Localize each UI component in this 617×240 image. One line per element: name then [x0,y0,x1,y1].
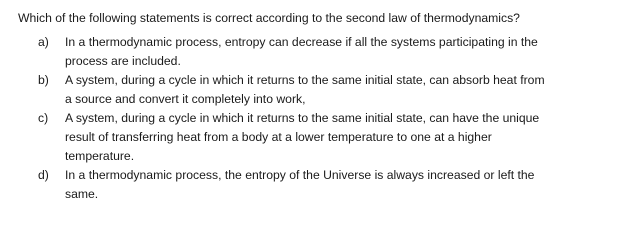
option-line: A system, during a cycle in which it returns to the same initial state, can absorb heat from [65,73,545,87]
option-d [38,166,609,204]
option-line: temperature. [65,149,135,163]
option-c [38,109,609,166]
option-letter: b) [38,73,49,87]
option-line: same. [65,187,99,201]
option-letter: a) [38,35,49,49]
option-letter: d) [38,168,49,182]
question-text: Which of the following statements is correct according to the second law of thermodynamics? [18,11,520,25]
option-line: In a thermodynamic process, the entropy of the Universe is always increased or left the [65,168,535,182]
option-text [65,71,609,109]
option-b [38,71,609,109]
option-text [65,109,609,166]
option-letter: c) [38,111,49,125]
option-text [65,33,609,71]
option-line: process are included. [65,54,181,68]
option-line: In a thermodynamic process, entropy can decrease if all the systems participating in the [65,35,538,49]
option-a [38,33,609,71]
option-line: result of transferring heat from a body at a lower temperature to one at a higher [65,130,492,144]
option-text [65,166,609,204]
option-line: a source and convert it completely into work, [65,92,306,106]
options-list [18,33,609,204]
option-line: A system, during a cycle in which it returns to the same initial state, can have the unique [65,111,540,125]
